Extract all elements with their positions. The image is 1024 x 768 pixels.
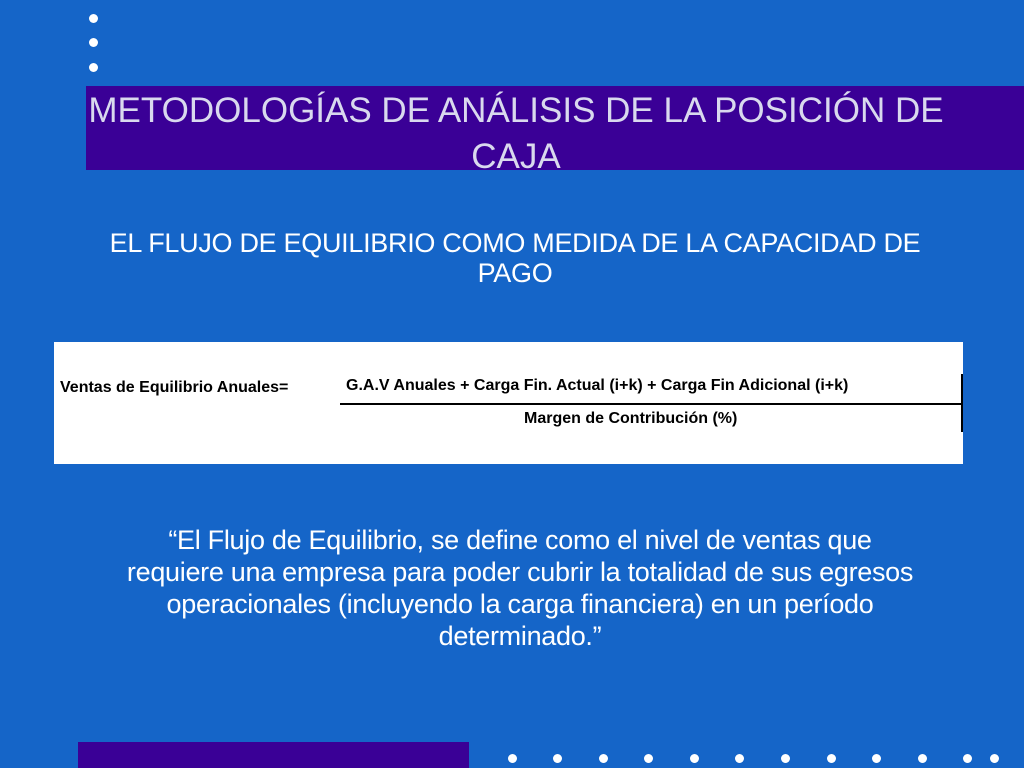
- decorative-dot: [781, 754, 790, 763]
- decorative-dot: [553, 754, 562, 763]
- decorative-dot: [89, 38, 98, 47]
- decorative-dot: [89, 63, 98, 72]
- slide-title: METODOLOGÍAS DE ANÁLISIS DE LA POSICIÓN DE CAJA: [88, 91, 944, 176]
- bottom-band: [78, 742, 469, 768]
- decorative-dot: [872, 754, 881, 763]
- decorative-dot: [827, 754, 836, 763]
- decorative-dot: [644, 754, 653, 763]
- slide-subtitle: EL FLUJO DE EQUILIBRIO COMO MEDIDA DE LA CAPACIDAD DE PAGO: [109, 228, 921, 288]
- decorative-dot: [599, 754, 608, 763]
- decorative-dot: [735, 754, 744, 763]
- decorative-dot: [990, 754, 999, 763]
- formula-denominator: Margen de Contribución (%): [524, 410, 738, 427]
- fraction-line: [340, 403, 962, 405]
- formula-bracket: [961, 374, 963, 432]
- formula-lhs: Ventas de Equilibrio Anuales=: [60, 379, 289, 396]
- decorative-dot: [508, 754, 517, 763]
- decorative-dot: [918, 754, 927, 763]
- formula-box: [54, 342, 963, 464]
- definition-quote: “El Flujo de Equilibrio, se define como el nivel de ventas que requiere una empresa para poder cubrir la totalidad de sus egresos operacionales (incluyendo la carga financiera) en un período determinado.”: [126, 525, 914, 651]
- decorative-dot: [690, 754, 699, 763]
- formula-numerator: G.A.V Anuales + Carga Fin. Actual (i+k) + Carga Fin Adicional (i+k): [346, 377, 849, 394]
- decorative-dot: [963, 754, 972, 763]
- decorative-dot: [89, 14, 98, 23]
